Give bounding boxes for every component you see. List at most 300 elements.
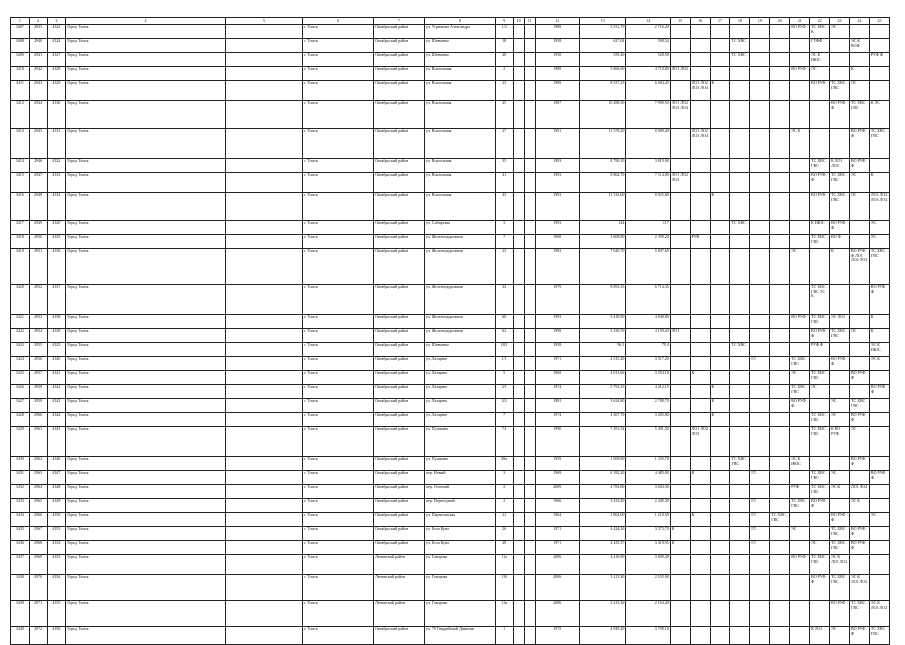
table-cell: Город Томск — [66, 513, 225, 527]
table-cell: 11а — [495, 555, 513, 575]
table-cell: г. Томск — [303, 413, 374, 427]
table-cell: ул. Железнодорожная — [424, 249, 495, 285]
table-cell — [770, 601, 790, 627]
table-cell: 23 — [495, 81, 513, 101]
table-cell — [513, 555, 524, 575]
table-cell: ВО РУФ Ф — [850, 129, 870, 159]
table-cell: 3 624,80 — [579, 399, 625, 413]
table-cell — [690, 193, 710, 221]
table-cell — [690, 485, 710, 499]
table-cell: ЛО1 ЛО2 ЛО3 ЛО4 — [690, 129, 710, 159]
table-cell: 2 535,90 — [626, 575, 670, 601]
table-cell: 2972 — [29, 627, 47, 645]
table-cell: 1969 — [535, 371, 579, 385]
table-cell: ЛО1 — [670, 329, 690, 343]
table-cell: ТС ХВС ГВС — [810, 485, 830, 499]
table-cell: 3433 — [11, 499, 30, 513]
table-cell: 3 531,70 — [579, 25, 625, 39]
table-cell: 3 213,36 — [579, 601, 625, 627]
table-cell — [730, 329, 750, 343]
table-cell: 2940 — [29, 39, 47, 53]
table-cell: Октябрьский район — [374, 499, 425, 513]
table-cell: ЭС К — [869, 357, 889, 371]
table-cell — [730, 249, 750, 285]
table-cell: Октябрьский район — [374, 527, 425, 541]
table-row — [11, 541, 890, 555]
table-cell — [670, 575, 690, 601]
table-cell: 117 — [626, 221, 670, 235]
table-cell — [770, 285, 790, 315]
table-cell: Октябрьский район — [374, 67, 425, 81]
table-row — [11, 67, 890, 81]
table-cell: 4352 — [47, 541, 66, 555]
table-cell: 1975 — [535, 627, 579, 645]
table-cell: Город Томск — [66, 67, 225, 81]
table-cell: 2961 — [29, 427, 47, 457]
table-cell: 2946 — [29, 159, 47, 173]
table-cell: 4350 — [47, 513, 66, 527]
table-cell: 3436 — [11, 541, 30, 555]
table-cell — [750, 39, 770, 53]
table-cell — [524, 485, 535, 499]
table-row — [11, 471, 890, 485]
table-cell: Город Томск — [66, 527, 225, 541]
table-cell: Город Томск — [66, 221, 225, 235]
table-cell: 62 — [495, 329, 513, 343]
table-cell — [750, 193, 770, 221]
table-cell: 4336 — [47, 249, 66, 285]
table-cell: 1993 — [535, 159, 579, 173]
table-cell: ЭС К ЛО1 ЛО2 — [869, 601, 889, 627]
table-cell — [750, 371, 770, 385]
table-cell: ВО РУФ Ф — [869, 285, 889, 315]
table-cell: 3409 — [11, 53, 30, 67]
table-cell: 11 133,60 — [579, 193, 625, 221]
table-row — [11, 457, 890, 471]
table-cell: Октябрьский район — [374, 173, 425, 193]
table-cell: 1 335,70 — [626, 457, 670, 471]
table-cell: 3 205,80 — [626, 413, 670, 427]
table-cell: Город Томск — [66, 601, 225, 627]
table-cell — [750, 81, 770, 101]
table-cell — [730, 315, 750, 329]
table-cell: 144 — [579, 221, 625, 235]
table-cell: 3/2 — [495, 399, 513, 413]
table-cell: 1966 — [535, 499, 579, 513]
table-cell — [225, 357, 302, 371]
registry-table — [10, 17, 890, 645]
table-cell: 2943 — [29, 81, 47, 101]
table-cell: 4334 — [47, 193, 66, 221]
table-cell: ВО РУФ — [790, 67, 810, 81]
table-cell: 4330 — [47, 101, 66, 129]
table-cell — [869, 541, 889, 555]
table-cell: ул. 79 Гвардейской Дивизии — [424, 627, 495, 645]
table-row — [11, 285, 890, 315]
table-cell — [810, 357, 830, 371]
table-cell: 5 866,00 — [579, 67, 625, 81]
table-cell: 1998 — [535, 329, 579, 343]
table-cell: ул. Лазарева — [424, 399, 495, 413]
table-cell: Ленинский район — [374, 575, 425, 601]
table-row — [11, 371, 890, 385]
table-cell — [710, 53, 730, 67]
table-cell: 1979 — [535, 285, 579, 315]
table-cell — [225, 25, 302, 39]
table-cell: 4333 — [47, 173, 66, 193]
table-cell — [670, 39, 690, 53]
table-cell: 4327 — [47, 53, 66, 67]
table-row — [11, 413, 890, 427]
table-cell: 8 925,80 — [626, 193, 670, 221]
column-number: 19 — [750, 18, 770, 25]
column-number: 7 — [374, 18, 425, 25]
table-cell: ЭС — [850, 193, 870, 221]
table-cell: 2966 — [29, 513, 47, 527]
table-cell — [730, 129, 750, 159]
table-cell: 1 804,00 — [579, 513, 625, 527]
table-cell — [690, 457, 710, 471]
table-cell — [524, 413, 535, 427]
table-cell: 4342 — [47, 385, 66, 399]
table-cell — [670, 343, 690, 357]
table-cell: 2942 — [29, 67, 47, 81]
table-cell: 3426 — [11, 385, 30, 399]
table-cell — [513, 39, 524, 53]
table-cell: Город Томск — [66, 575, 225, 601]
table-row — [11, 499, 890, 513]
table-cell: 3410 — [11, 67, 30, 81]
table-cell: г. Томск — [303, 499, 374, 513]
table-cell: 5 239,76 — [579, 329, 625, 343]
table-cell: ГУФФ — [810, 39, 830, 53]
table-cell: 4349 — [47, 499, 66, 513]
table-cell — [670, 413, 690, 427]
table-cell: 4 159,43 — [626, 329, 670, 343]
table-cell — [524, 513, 535, 527]
table-cell: 5 418,50 — [579, 315, 625, 329]
table-cell: 2967 — [29, 527, 47, 541]
table-cell: г. Томск — [303, 221, 374, 235]
table-cell: 3435 — [11, 527, 30, 541]
table-cell — [225, 513, 302, 527]
table-cell: ВО РУФ Ф — [850, 627, 870, 645]
table-cell: 41 — [495, 173, 513, 193]
table-cell — [710, 101, 730, 129]
table-cell — [710, 285, 730, 315]
column-number: 24 — [850, 18, 870, 25]
table-cell — [730, 81, 750, 101]
table-cell: 4324 — [47, 39, 66, 53]
table-cell: ЭС — [850, 173, 870, 193]
table-cell: К — [670, 527, 690, 541]
table-cell: ВО РУФ — [830, 601, 850, 627]
table-cell: Город Томск — [66, 39, 225, 53]
table-cell — [710, 513, 730, 527]
table-cell: ТС ХВС ГВС — [810, 315, 830, 329]
table-cell: 1983 — [535, 249, 579, 285]
table-cell: ТС ХВС ГВС — [830, 193, 850, 221]
table-cell: 2006 — [535, 575, 579, 601]
table-cell — [524, 457, 535, 471]
table-cell: 3422 — [11, 329, 30, 343]
table-cell — [513, 457, 524, 471]
table-row — [11, 221, 890, 235]
table-cell: ЭС — [830, 399, 850, 413]
table-cell: Октябрьский район — [374, 53, 425, 67]
table-cell: г. Томск — [303, 357, 374, 371]
table-cell: ВО РУФ — [790, 25, 810, 39]
table-cell — [513, 427, 524, 457]
table-cell — [730, 427, 750, 457]
table-cell: 598,54 — [626, 39, 670, 53]
table-cell: ВО РУФ Ф — [810, 499, 830, 513]
table-cell — [730, 575, 750, 601]
table-cell — [710, 357, 730, 371]
table-cell: ЭС К — [830, 485, 850, 499]
table-cell: ВО РУФ Ф — [869, 385, 889, 399]
table-cell — [830, 53, 850, 67]
table-cell: 1958 — [535, 343, 579, 357]
table-cell: ВО РУФ Ф ЛО1 ЛО2 ЛО3 — [850, 249, 870, 285]
column-number: 16 — [690, 18, 710, 25]
table-cell — [690, 413, 710, 427]
table-cell — [869, 39, 889, 53]
table-cell: ВО РУФ — [810, 193, 830, 221]
table-cell: 1993 — [535, 193, 579, 221]
table-cell: ЛО1 ЛО2 ЛО3 ЛО4 — [690, 81, 710, 101]
table-cell: 3408 — [11, 39, 30, 53]
table-cell: РУФ — [690, 235, 710, 249]
table-cell: ВО РУФ Ф — [810, 329, 830, 343]
table-cell: 2959 — [29, 399, 47, 413]
table-cell — [524, 101, 535, 129]
table-cell: К — [690, 371, 710, 385]
table-cell — [690, 25, 710, 39]
table-cell — [225, 399, 302, 413]
table-cell — [750, 601, 770, 627]
table-cell: 1993 — [535, 315, 579, 329]
table-cell: ул. Вокзальная — [424, 193, 495, 221]
table-cell: Октябрьский район — [374, 221, 425, 235]
table-cell: ТС ХВС ГВС — [830, 329, 850, 343]
table-cell — [670, 315, 690, 329]
table-row — [11, 159, 890, 173]
table-cell — [513, 627, 524, 645]
column-number: 2 — [29, 18, 47, 25]
table-cell — [750, 53, 770, 67]
column-number: 18 — [730, 18, 750, 25]
table-cell — [770, 39, 790, 53]
table-cell: 1/2 — [495, 25, 513, 39]
table-cell: 3 819,90 — [626, 159, 670, 173]
table-cell — [513, 173, 524, 193]
table-cell — [850, 285, 870, 315]
table-cell: 1971 — [535, 357, 579, 371]
table-cell: 8 537,23 — [579, 81, 625, 101]
table-cell: 1988 — [535, 67, 579, 81]
table-cell — [225, 575, 302, 601]
table-cell: 4 424,30 — [579, 527, 625, 541]
table-cell — [524, 129, 535, 159]
table-row — [11, 249, 890, 285]
table-cell — [790, 285, 810, 315]
table-cell: ВО РУФ Ф — [810, 575, 830, 601]
table-cell — [690, 527, 710, 541]
table-cell — [869, 555, 889, 575]
table-cell — [524, 357, 535, 371]
table-cell — [850, 555, 870, 575]
column-number: 21 — [790, 18, 810, 25]
table-cell — [830, 343, 850, 357]
table-cell: ТС ХВС ГВС — [869, 627, 889, 645]
table-cell: Город Томск — [66, 159, 225, 173]
table-cell: 4 485,00 — [626, 471, 670, 485]
table-cell: 3 517,20 — [626, 357, 670, 371]
table-cell: 2 716,20 — [626, 25, 670, 39]
table-cell: 3 604,30 — [626, 485, 670, 499]
table-cell: 3413 — [11, 129, 30, 159]
table-cell: 2 449,30 — [626, 499, 670, 513]
table-cell: г. Томск — [303, 527, 374, 541]
table-cell — [690, 221, 710, 235]
table-cell: Ленинский район — [374, 601, 425, 627]
table-cell: 3412 — [11, 101, 30, 129]
table-cell: Город Томск — [66, 555, 225, 575]
table-cell — [670, 485, 690, 499]
table-cell: ул. Говорова — [424, 555, 495, 575]
table-cell: К — [869, 315, 889, 329]
table-cell: 23 — [495, 249, 513, 285]
table-cell: ЛО1 ЛО2 ЛО3 ЛО4 — [869, 193, 889, 221]
table-cell — [710, 499, 730, 513]
table-cell — [730, 499, 750, 513]
table-cell — [869, 371, 889, 385]
table-cell: г. Томск — [303, 627, 374, 645]
table-cell: 2962 — [29, 457, 47, 471]
table-cell — [770, 193, 790, 221]
table-cell: 4347 — [47, 471, 66, 485]
table-cell: ТС ХВС ГВС — [810, 555, 830, 575]
table-cell: г. Томск — [303, 343, 374, 357]
table-cell: ТС ХВС ГВС — [810, 413, 830, 427]
table-cell — [850, 221, 870, 235]
table-cell: Город Томск — [66, 81, 225, 101]
table-cell — [690, 627, 710, 645]
table-cell: ТС ХВС ГВС — [830, 527, 850, 541]
table-cell: Октябрьский район — [374, 485, 425, 499]
table-cell — [524, 427, 535, 457]
table-cell: 6 182,20 — [579, 471, 625, 485]
table-cell: 1968 — [535, 235, 579, 249]
column-number: 9 — [495, 18, 513, 25]
table-cell: 35 — [495, 159, 513, 173]
table-cell — [850, 343, 870, 357]
table-cell — [770, 221, 790, 235]
table-cell: г. Томск — [303, 513, 374, 527]
table-cell: г. Томск — [303, 53, 374, 67]
column-number: 8 — [424, 18, 495, 25]
table-cell — [790, 39, 810, 53]
table-cell — [770, 129, 790, 159]
table-cell: 4355 — [47, 601, 66, 627]
table-cell: Город Томск — [66, 193, 225, 221]
table-cell — [730, 513, 750, 527]
table-cell: ул. Вокзальная — [424, 81, 495, 101]
table-cell: 1974 — [535, 413, 579, 427]
table-cell — [225, 235, 302, 249]
table-cell — [670, 285, 690, 315]
table-cell — [750, 555, 770, 575]
table-cell — [690, 285, 710, 315]
table-cell: Город Томск — [66, 385, 225, 399]
table-cell: ул. Железнодорожная — [424, 315, 495, 329]
table-cell: ТС ХВС ГВС — [850, 399, 870, 413]
table-cell — [710, 39, 730, 53]
table-cell — [730, 385, 750, 399]
table-cell — [524, 627, 535, 645]
table-cell: 1991 — [535, 129, 579, 159]
table-cell: ВО РУФ Ф — [850, 159, 870, 173]
table-cell — [830, 371, 850, 385]
table-cell: ЭС — [790, 249, 810, 285]
table-cell: Октябрьский район — [374, 471, 425, 485]
table-cell — [750, 25, 770, 39]
table-cell: Октябрьский район — [374, 25, 425, 39]
table-cell — [830, 67, 850, 81]
table-cell: пер. Осенний — [424, 485, 495, 499]
column-number: 22 — [810, 18, 830, 25]
table-cell: 4345 — [47, 427, 66, 457]
column-number: 12 — [535, 18, 579, 25]
table-cell — [225, 129, 302, 159]
table-cell — [869, 67, 889, 81]
table-cell: ул. Пушкина — [424, 427, 495, 457]
table-cell — [730, 527, 750, 541]
table-cell: РУФ Ф — [869, 53, 889, 67]
table-cell: 3428 — [11, 413, 30, 427]
table-cell: 4 710,80 — [626, 67, 670, 81]
table-cell — [690, 249, 710, 285]
column-number: 15 — [670, 18, 690, 25]
table-cell: 4322 — [47, 25, 66, 39]
table-cell: К — [869, 173, 889, 193]
table-cell: 4348 — [47, 485, 66, 499]
table-cell: 4328 — [47, 67, 66, 81]
table-cell: г. Томск — [303, 67, 374, 81]
table-cell: ТС ХВС ГВС — [810, 371, 830, 385]
table-cell: 4 515,20 — [579, 357, 625, 371]
table-cell — [524, 385, 535, 399]
table-cell: ГС — [750, 527, 770, 541]
table-cell — [513, 221, 524, 235]
table-cell: ГС — [750, 357, 770, 371]
table-cell — [810, 101, 830, 129]
table-cell: 2958 — [29, 385, 47, 399]
table-cell — [513, 601, 524, 627]
table-cell — [710, 371, 730, 385]
table-cell — [513, 371, 524, 385]
table-cell: г. Томск — [303, 371, 374, 385]
table-cell — [513, 53, 524, 67]
table-cell: Город Томск — [66, 427, 225, 457]
table-cell: 3420 — [11, 285, 30, 315]
table-cell: 2948 — [29, 193, 47, 221]
table-cell: 6 714,35 — [626, 285, 670, 315]
table-cell: 4335 — [47, 235, 66, 249]
table-cell: 7 291,54 — [579, 427, 625, 457]
table-cell: 3427 — [11, 399, 30, 413]
